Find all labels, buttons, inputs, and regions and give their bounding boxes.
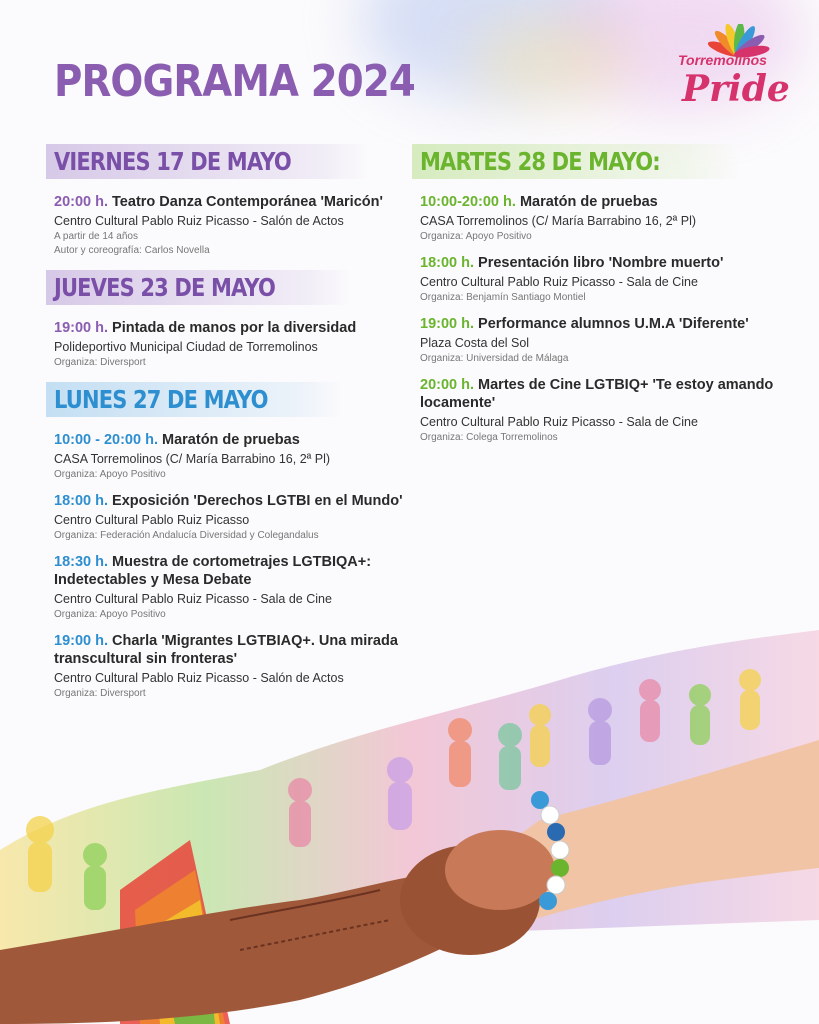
- torremolinos-pride-logo: [676, 30, 790, 110]
- event-venue: CASA Torremolinos (C/ María Barrabino 16, 2ª Pl): [420, 214, 697, 228]
- event-note: Organiza: Colega Torremolinos: [420, 432, 558, 443]
- logo-text: Pride: [682, 68, 790, 110]
- day-heading: [412, 144, 740, 179]
- event-note: Organiza: Apoyo Positivo: [54, 609, 166, 620]
- day-heading: [46, 382, 342, 417]
- event-note: Autor y coreografía: Carlos Novella: [54, 245, 210, 256]
- event-title: Maratón de pruebas: [162, 432, 300, 448]
- event-venue: CASA Torremolinos (C/ María Barrabino 16, 2ª Pl): [54, 452, 331, 466]
- event-heading: [54, 193, 414, 211]
- event-item: [420, 315, 780, 366]
- event-title: Presentación libro 'Nombre muerto': [478, 255, 724, 271]
- event-time: 10:00 - 20:00 h.: [54, 432, 158, 448]
- event-title: Martes de Cine LGTBIQ+ 'Te estoy amando locamente': [420, 377, 774, 411]
- day-section: [54, 144, 414, 258]
- event-title: Exposición 'Derechos LGTBI en el Mundo': [112, 493, 403, 509]
- event-time: 20:00 h.: [54, 194, 108, 210]
- day-heading-text: JUEVES 23 DE MAYO: [54, 273, 276, 302]
- event-heading: [420, 315, 780, 333]
- event-item: [54, 492, 414, 543]
- event-venue: Centro Cultural Pablo Ruiz Picasso - Sala de Cine: [420, 415, 698, 429]
- day-heading-text: MARTES 28 DE MAYO:: [420, 147, 660, 176]
- event-time: 18:30 h.: [54, 554, 108, 570]
- event-note: Organiza: Diversport: [54, 357, 146, 368]
- page-title: PROGRAMA 2024: [54, 56, 415, 107]
- event-title: Teatro Danza Contemporánea 'Maricón': [112, 194, 383, 210]
- event-venue: Centro Cultural Pablo Ruiz Picasso: [54, 513, 250, 527]
- event-title: Muestra de cortometrajes LGTBIQA+: Indetectables y Mesa Debate: [54, 554, 372, 588]
- logo-text: Torremolinos: [678, 52, 767, 68]
- event-note: Organiza: Benjamín Santiago Montiel: [420, 292, 586, 303]
- event-title: Pintada de manos por la diversidad: [112, 320, 357, 336]
- event-time: 19:00 h.: [54, 320, 108, 336]
- event-time: 10:00-20:00 h.: [420, 194, 516, 210]
- day-heading-text: VIERNES 17 DE MAYO: [54, 147, 291, 176]
- event-note: Organiza: Apoyo Positivo: [54, 469, 166, 480]
- event-item: [420, 193, 780, 244]
- event-heading: [420, 254, 780, 272]
- event-title: Charla 'Migrantes LGTBIAQ+. Una mirada transcultural sin fronteras': [54, 633, 398, 667]
- event-note: Organiza: Federación Andalucía Diversidad y Colegandalus: [54, 530, 319, 541]
- event-item: [54, 193, 414, 258]
- event-venue: Centro Cultural Pablo Ruiz Picasso - Salón de Actos: [54, 214, 344, 228]
- event-heading: [54, 431, 414, 449]
- event-heading: [54, 319, 414, 337]
- event-time: 19:00 h.: [54, 633, 108, 649]
- event-heading: [54, 553, 414, 589]
- event-time: 18:00 h.: [420, 255, 474, 271]
- event-title: Maratón de pruebas: [519, 194, 658, 210]
- day-heading: [46, 270, 351, 305]
- event-venue: Plaza Costa del Sol: [420, 336, 530, 350]
- event-venue: Centro Cultural Pablo Ruiz Picasso - Salón de Actos: [54, 671, 344, 685]
- event-heading: [420, 193, 780, 211]
- day-heading-text: LUNES 27 DE MAYO: [54, 385, 268, 414]
- event-time: 20:00 h.: [420, 377, 474, 393]
- event-note: Organiza: Universidad de Málaga: [420, 353, 569, 364]
- day-heading: [46, 144, 370, 179]
- event-item: [420, 376, 780, 445]
- right-column: [420, 144, 780, 457]
- watercolor-wash: [470, 20, 630, 100]
- event-title: Performance alumnos U.M.A 'Diferente': [478, 316, 749, 332]
- event-heading: [54, 492, 414, 510]
- event-note: Organiza: Apoyo Positivo: [420, 231, 532, 242]
- event-item: [54, 431, 414, 482]
- event-item: [420, 254, 780, 305]
- event-venue: Polideportivo Municipal Ciudad de Torremolinos: [54, 340, 318, 354]
- day-section: [54, 270, 414, 370]
- event-note: A partir de 14 años: [54, 231, 138, 242]
- hands-illustration: [0, 620, 819, 1024]
- day-section: [420, 144, 780, 445]
- event-item: [54, 553, 414, 622]
- event-venue: Centro Cultural Pablo Ruiz Picasso - Sala de Cine: [420, 275, 698, 289]
- event-time: 19:00 h.: [420, 316, 474, 332]
- event-venue: Centro Cultural Pablo Ruiz Picasso - Sala de Cine: [54, 592, 332, 606]
- event-time: 18:00 h.: [54, 493, 108, 509]
- event-note: Organiza: Diversport: [54, 688, 146, 699]
- event-item: [54, 319, 414, 370]
- event-heading: [420, 376, 780, 412]
